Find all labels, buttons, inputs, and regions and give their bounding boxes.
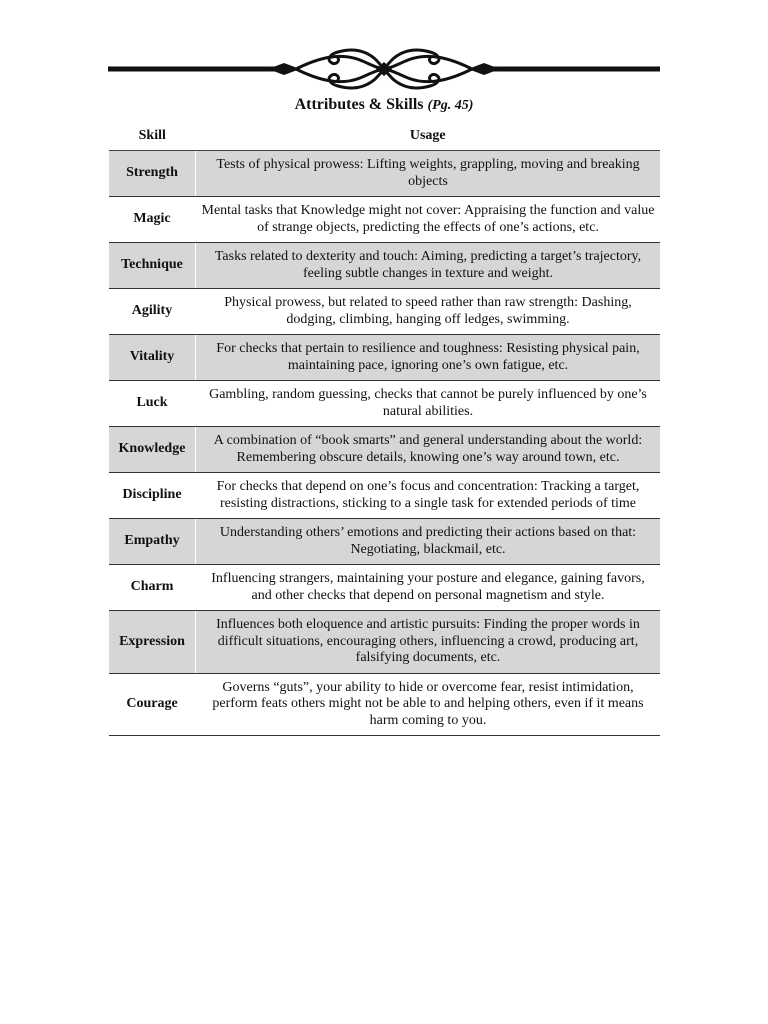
- table-row: [109, 473, 660, 519]
- skill-name: Agility: [109, 289, 196, 335]
- skill-name: Technique: [109, 243, 196, 289]
- column-header-usage: Usage: [196, 122, 661, 151]
- skill-usage: For checks that depend on one’s focus and concentration: Tracking a target, resisting distractions, sticking to a single task for extended periods of time: [196, 473, 661, 519]
- skill-usage: Governs “guts”, your ability to hide or overcome fear, resist intimidation, perform feats others might not be able to and helping others, even if it means harm coming to you.: [196, 673, 661, 736]
- table-row: [109, 381, 660, 427]
- table-row: [109, 151, 660, 197]
- skill-name: Strength: [109, 151, 196, 197]
- skill-name: Knowledge: [109, 427, 196, 473]
- skill-usage: Influences both eloquence and artistic pursuits: Finding the proper words in difficult situations, encouraging others, influencing a crowd, producing art, falsifying documents, etc.: [196, 611, 661, 674]
- skill-usage: Mental tasks that Knowledge might not cover: Appraising the function and value of strange objects, predicting the effects of one’s actions, etc.: [196, 197, 661, 243]
- skill-usage: Influencing strangers, maintaining your posture and elegance, gaining favors, and other checks that depend on personal magnetism and style.: [196, 565, 661, 611]
- title-page-ref: (Pg. 45): [427, 98, 474, 113]
- skill-name: Charm: [109, 565, 196, 611]
- table-row: [109, 289, 660, 335]
- skill-name: Luck: [109, 381, 196, 427]
- skill-name: Empathy: [109, 519, 196, 565]
- skill-usage: Understanding others’ emotions and predicting their actions based on that: Negotiating, blackmail, etc.: [196, 519, 661, 565]
- skill-name: Vitality: [109, 335, 196, 381]
- skill-usage: Tests of physical prowess: Lifting weights, grappling, moving and breaking objects: [196, 151, 661, 197]
- skill-name: Courage: [109, 673, 196, 736]
- scroll-divider-ornament: [108, 44, 660, 94]
- table-row: [109, 565, 660, 611]
- table-row: [109, 673, 660, 736]
- column-header-skill: Skill: [109, 122, 196, 151]
- table-header-row: [109, 122, 660, 151]
- table-row: [109, 243, 660, 289]
- skill-usage: For checks that pertain to resilience and toughness: Resisting physical pain, maintaining pace, ignoring one’s own fatigue, etc.: [196, 335, 661, 381]
- skill-name: Expression: [109, 611, 196, 674]
- skill-usage: Gambling, random guessing, checks that cannot be purely influenced by one’s natural abilities.: [196, 381, 661, 427]
- table-row: [109, 197, 660, 243]
- title-main: Attributes & Skills: [294, 96, 424, 113]
- table-row: [109, 427, 660, 473]
- skill-usage: A combination of “book smarts” and general understanding about the world: Remembering obscure details, knowing one’s way around town, etc.: [196, 427, 661, 473]
- table-row: [109, 335, 660, 381]
- page-title: [108, 96, 660, 114]
- skill-name: Magic: [109, 197, 196, 243]
- table-row: [109, 519, 660, 565]
- skill-usage: Tasks related to dexterity and touch: Aiming, predicting a target’s trajectory, feeling subtle changes in texture and weight.: [196, 243, 661, 289]
- skill-usage: Physical prowess, but related to speed rather than raw strength: Dashing, dodging, climbing, hanging off ledges, swimming.: [196, 289, 661, 335]
- table-row: [109, 611, 660, 674]
- skill-name: Discipline: [109, 473, 196, 519]
- skills-table: [109, 122, 660, 736]
